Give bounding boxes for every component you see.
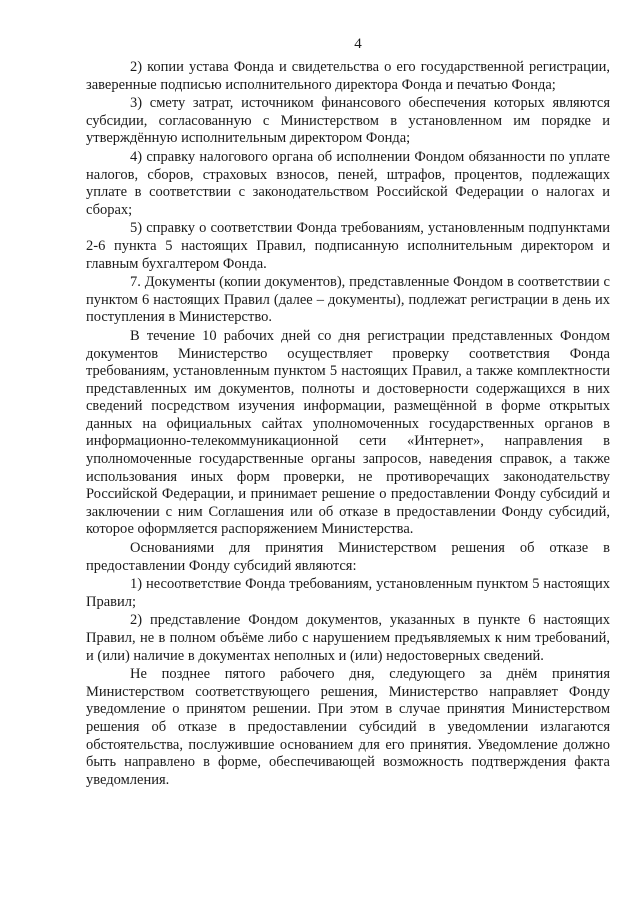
paragraph-refusal-grounds-intro: Основаниями для принятия Министерством решения об отказе в предоставлении Фонду субсидий являются: [86, 540, 610, 574]
paragraph-cost-estimate: 3) смету затрат, источником финансового обеспечения которых являются субсидии, согласованную с Министерством в установленном им порядке и утверждённую исполнительным директором Фонда; [86, 95, 610, 147]
paragraph-refusal-ground-2: 2) представление Фондом документов, указанных в пункте 6 настоящих Правил, не в полном объёме либо с нарушением предъявляемых к ним требований, и (или) наличие в документах неполных и (или) недостоверных сведений. [86, 612, 610, 664]
paragraph-refusal-ground-1: 1) несоответствие Фонда требованиям, установленным пунктом 5 настоящих Правил; [86, 576, 610, 610]
paragraph-copies-of-charter: 2) копии устава Фонда и свидетельства о его государственной регистрации, заверенные подписью исполнительного директора Фонда и печатью Фонда; [86, 59, 610, 93]
page-number: 4 [354, 36, 362, 52]
paragraph-tax-certificate: 4) справку налогового органа об исполнении Фондом обязанности по уплате налогов, сборов, страховых взносов, пеней, штрафов, процентов, подлежащих уплате в соответствии с законодательством Российской Федерации о налогах и сборах; [86, 148, 610, 218]
paragraph-notification: Не позднее пятого рабочего дня, следующего за днём принятия Министерством соответствующего решения, Министерство направляет Фонду уведомление о принятом решении. При этом в случае принятия Министерством решения об отказе в предоставлении субсидий в уведомлении излагаются обстоятельства, послужившие основанием для его принятия. Уведомление должно быть направлено в форме, обеспечивающей возможность подтверждения факта уведомления. [86, 666, 610, 788]
paragraph-item-7-registration: 7. Документы (копии документов), представленные Фондом в соответствии с пунктом 6 настоящих Правил (далее – документы), подлежат регистрации в день их поступления в Министерство. [86, 274, 610, 326]
paragraph-compliance-certificate: 5) справку о соответствии Фонда требованиям, установленным подпунктами 2-6 пункта 5 настоящих Правил, подписанную исполнительным директором и главным бухгалтером Фонда. [86, 220, 610, 272]
paragraph-verification-procedure: В течение 10 рабочих дней со дня регистрации представленных Фондом документов Министерство осуществляет проверку соответствия Фонда требованиям, установленным пунктом 5 настоящих Правил, а также комплектности представленных им документов, полноты и достоверности содержащихся в них сведений посредством изучения информации, размещённой в форме открытых данных на официальных сайтах уполномоченных государственных органов в информационно-телекоммуникационной сети «Интернет», направления в уполномоченные государственные органы запросов, наведения справок, а также использования иных форм проверки, не противоречащих законодательству Российской Федерации, и принимает решение о предоставлении Фонду субсидий и заключении с ним Соглашения или об отказе в предоставлении Фонду субсидий, которое оформляется распоряжением Министерства. [86, 327, 610, 538]
